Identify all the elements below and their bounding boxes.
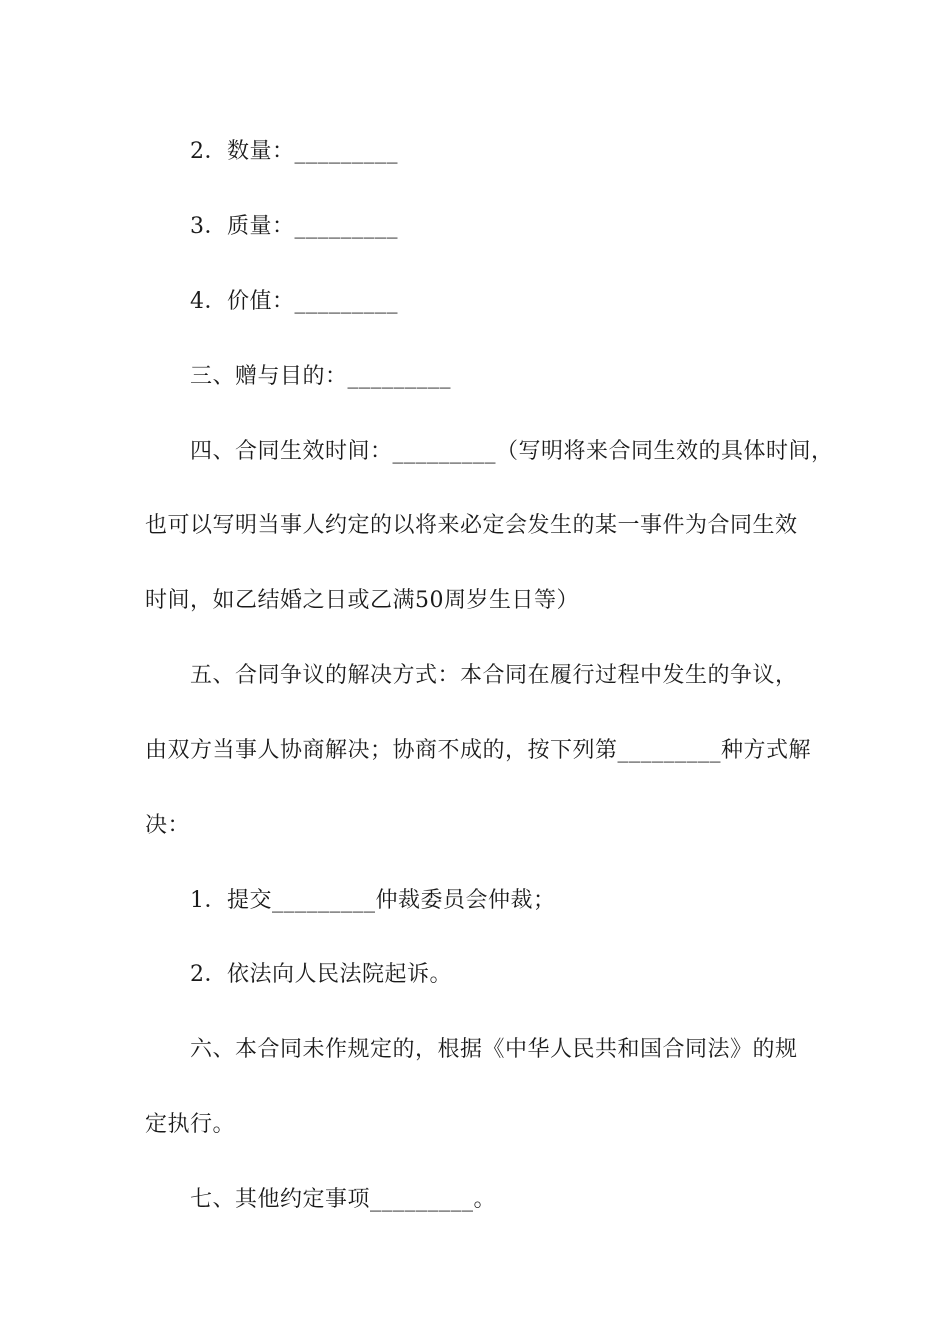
section-gift-purpose: 三、赠与目的：_________: [190, 364, 452, 389]
section-unspecified-matters: 六、本合同未作规定的，根据《中华人民共和国合同法》的规: [190, 1037, 798, 1062]
section-dispute-resolution-cont-2: 决：: [145, 813, 191, 838]
section-other-terms: 七、其他约定事项_________。: [190, 1187, 497, 1212]
item-arbitration: 1．提交_________仲裁委员会仲裁；: [190, 888, 556, 913]
section-effective-time-cont-1: 也可以写明当事人约定的以将来必定会发生的某一事件为合同生效: [145, 513, 798, 538]
item-quantity: 2．数量：_________: [190, 139, 398, 164]
item-lawsuit: 2．依法向人民法院起诉。: [190, 962, 452, 987]
section-dispute-resolution: 五、合同争议的解决方式：本合同在履行过程中发生的争议，: [190, 663, 798, 688]
section-dispute-resolution-cont-1: 由双方当事人协商解决；协商不成的，按下列第_________种方式解: [145, 738, 812, 763]
section-effective-time: 四、合同生效时间：_________（写明将来合同生效的具体时间，: [190, 439, 834, 464]
section-unspecified-matters-cont: 定执行。: [145, 1112, 236, 1137]
item-value: 4．价值：_________: [190, 289, 398, 314]
item-quality: 3．质量：_________: [190, 214, 398, 239]
section-effective-time-cont-2: 时间，如乙结婚之日或乙满50周岁生日等）: [145, 588, 579, 613]
